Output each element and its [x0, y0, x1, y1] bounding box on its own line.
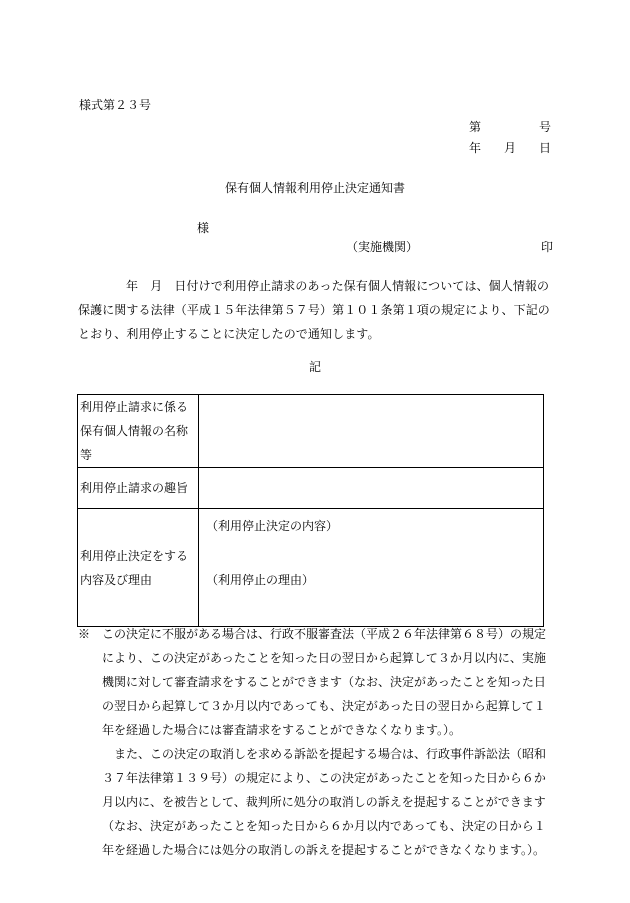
date-line — [469, 139, 551, 156]
decision-reason-label: （利用停止の理由） — [206, 573, 315, 587]
date-month: 月 — [503, 141, 516, 155]
addressee-suffix: 様 — [197, 221, 210, 235]
table-row — [78, 468, 544, 509]
form-number: 様式第２３号 — [79, 98, 152, 112]
note-lawsuit: また、この決定の取消しを求める訴訟を提起する場合は、行政事件訴訟法（昭和３７年法律第１３９号）の規定により、この決定があったことを知った日から６か月以内に、を被告として、裁判所に処分の取消しの訴えを提起することができます（なお、決定があったことを知った日から６か月以内であっても、決定の日から１年を経過した場合には処分の取消しの訴えを提起することができなくなります。）。 — [102, 747, 547, 857]
row-value-request-purpose — [199, 468, 544, 509]
seal-label: 印 — [541, 240, 554, 254]
row-value-info-name — [199, 395, 544, 468]
body-paragraph: 年 月 日付けで利用停止請求のあった保有個人情報については、個人情報の保護に関する法律（平成１５年法律第５７号）第１０１条第１項の規定により、下記のとおり、利用停止することに決定したので通知します。 — [78, 279, 550, 341]
number-suffix: 号 — [538, 120, 551, 134]
document-title: 保有個人情報利用停止決定通知書 — [224, 181, 405, 195]
number-prefix: 第 — [469, 120, 482, 134]
note-appeal: ※ この決定に不服がある場合は、行政不服審査法（平成２６年法律第６８号）の規定により、この決定があったことを知った日の翌日から起算して３か月以内に、実施機関に対して審査請求をすることができます（なお、決定があったことを知った日の翌日から起算して３か月以内であっても、決定があった日の翌日から起算して１年を経過した場合には審査請求をすることができなくなります。）。 — [78, 627, 547, 737]
decision-content-label: （利用停止決定の内容） — [206, 519, 339, 533]
row-label-info-name: 利用停止請求に係る保有個人情報の名称等 — [78, 395, 199, 468]
ki-heading: 記 — [308, 360, 321, 374]
notes-section — [78, 622, 556, 862]
decision-table — [77, 394, 544, 627]
agency-label: （実施機関） — [346, 240, 419, 254]
row-value-decision-reason — [199, 509, 544, 627]
document-number-line — [469, 118, 551, 135]
row-label-request-purpose: 利用停止請求の趣旨 — [78, 468, 199, 509]
date-day: 日 — [538, 141, 551, 155]
table-row — [78, 395, 544, 468]
table-row — [78, 509, 544, 627]
date-year: 年 — [469, 141, 482, 155]
row-label-decision-reason: 利用停止決定をする内容及び理由 — [78, 509, 199, 627]
